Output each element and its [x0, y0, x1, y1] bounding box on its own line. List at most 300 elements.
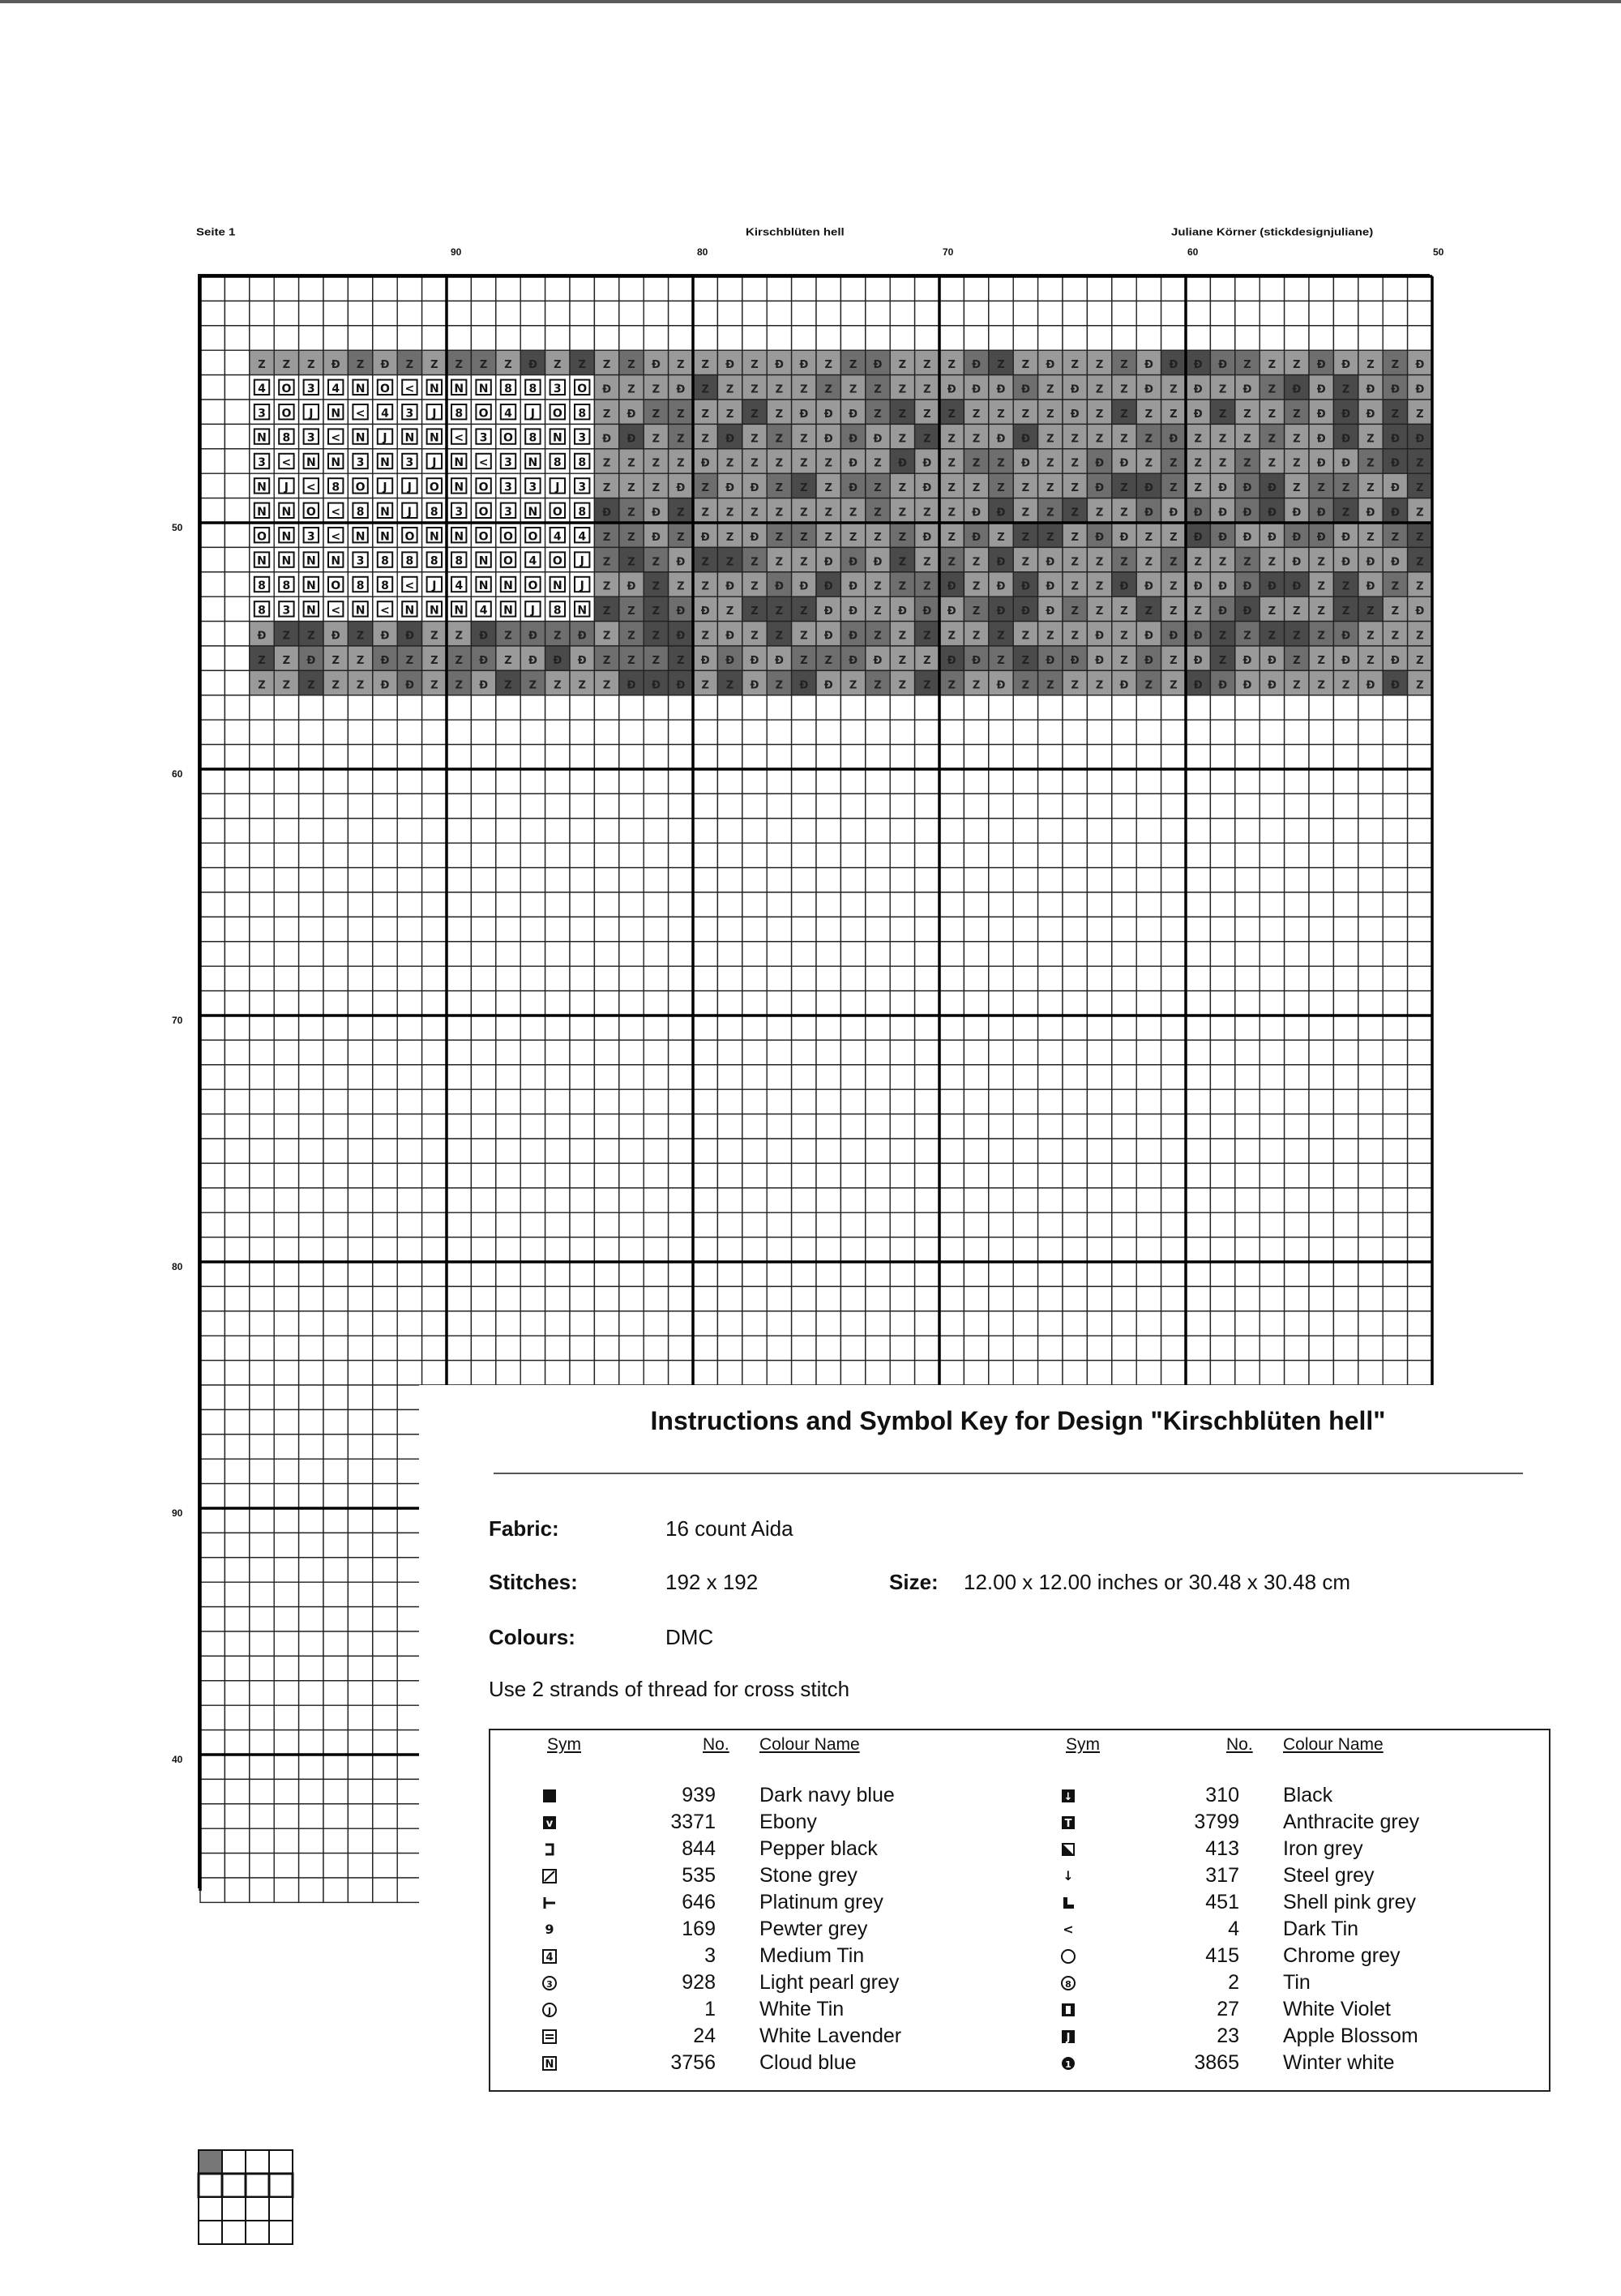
svg-text:Ð: Ð	[972, 531, 982, 544]
svg-text:Ð: Ð	[897, 605, 907, 618]
svg-text:Ð: Ð	[823, 580, 833, 593]
svg-text:Z: Z	[751, 605, 759, 618]
svg-text:Z: Z	[1367, 630, 1375, 643]
svg-text:Ð: Ð	[700, 457, 710, 470]
svg-text:Ð: Ð	[823, 433, 833, 446]
svg-text:Ð: Ð	[700, 531, 710, 544]
svg-text:Z: Z	[627, 556, 635, 569]
svg-text:Z: Z	[874, 679, 882, 692]
colour-number: 535	[682, 1864, 716, 1887]
svg-text:Z: Z	[652, 457, 661, 470]
svg-text:Z: Z	[751, 580, 759, 593]
svg-text:<: <	[1063, 1922, 1074, 1937]
svg-text:Z: Z	[898, 383, 907, 396]
svg-text:Z: Z	[652, 630, 661, 643]
svg-text:3: 3	[306, 382, 315, 395]
svg-text:Ð: Ð	[1193, 679, 1203, 692]
svg-text:Z: Z	[701, 482, 709, 495]
svg-text:Z: Z	[1144, 531, 1153, 544]
svg-text:Ð: Ð	[1341, 433, 1351, 446]
filled-j-square-icon	[1058, 2026, 1079, 2047]
svg-text:N: N	[355, 431, 366, 445]
svg-text:3: 3	[356, 456, 365, 470]
svg-text:N: N	[454, 530, 464, 544]
svg-text:Ð: Ð	[1169, 433, 1178, 446]
svg-text:Z: Z	[479, 359, 488, 372]
svg-text:8: 8	[455, 554, 464, 568]
svg-text:N: N	[257, 481, 267, 494]
svg-text:3: 3	[405, 407, 414, 421]
svg-text:Ð: Ð	[725, 433, 735, 446]
svg-text:Z: Z	[356, 359, 365, 372]
svg-text:Z: Z	[751, 383, 759, 396]
svg-text:Z: Z	[1367, 482, 1375, 495]
row-number: 40	[172, 1754, 183, 1765]
svg-text:Z: Z	[701, 507, 709, 519]
svg-text:O: O	[552, 407, 562, 421]
svg-text:Z: Z	[627, 482, 635, 495]
svg-text:Ð: Ð	[823, 605, 833, 618]
svg-text:Ð: Ð	[1316, 457, 1326, 470]
svg-text:Z: Z	[1046, 383, 1054, 396]
svg-text:Z: Z	[258, 359, 266, 372]
svg-text:Ð: Ð	[1341, 654, 1351, 667]
svg-text:Z: Z	[627, 605, 635, 618]
svg-text:Ð: Ð	[1242, 531, 1252, 544]
svg-text:Ð: Ð	[823, 408, 833, 421]
svg-text:Z: Z	[1341, 507, 1350, 519]
svg-text:J: J	[432, 579, 437, 593]
svg-text:Z: Z	[1095, 408, 1104, 421]
svg-text:Ð: Ð	[725, 580, 735, 593]
svg-text:3: 3	[306, 530, 315, 544]
svg-text:Z: Z	[1317, 679, 1325, 692]
svg-text:Z: Z	[602, 359, 611, 372]
filled-bar-square-icon	[1058, 1999, 1079, 2020]
svg-text:Z: Z	[1071, 433, 1079, 446]
svg-text:Ð: Ð	[823, 630, 833, 643]
svg-text:N: N	[454, 481, 464, 494]
svg-text:Z: Z	[652, 433, 661, 446]
svg-text:Ð: Ð	[1366, 556, 1375, 569]
svg-text:Z: Z	[1416, 531, 1424, 544]
svg-text:3: 3	[455, 505, 464, 519]
svg-text:Ð: Ð	[873, 433, 883, 446]
svg-text:Ð: Ð	[849, 630, 858, 643]
svg-text:O: O	[503, 554, 513, 568]
svg-text:Z: Z	[972, 630, 981, 643]
row-number: 70	[172, 1015, 183, 1026]
svg-text:Ð: Ð	[1046, 556, 1055, 569]
svg-text:Ð: Ð	[873, 654, 883, 667]
svg-text:N: N	[355, 530, 366, 544]
svg-text:8: 8	[528, 382, 537, 395]
svg-text:Z: Z	[1120, 383, 1128, 396]
svg-text:Z: Z	[923, 580, 931, 593]
colour-name: Steel grey	[1283, 1864, 1375, 1887]
svg-text:Z: Z	[800, 531, 808, 544]
reverse-c-icon	[539, 1839, 560, 1860]
svg-text:Z: Z	[1416, 408, 1424, 421]
svg-text:Ð: Ð	[528, 630, 537, 643]
svg-text:3: 3	[306, 431, 315, 445]
svg-text:Ð: Ð	[1046, 359, 1055, 372]
svg-text:Ð: Ð	[602, 383, 612, 396]
svg-text:Z: Z	[1367, 605, 1375, 618]
svg-text:Z: Z	[701, 359, 709, 372]
svg-text:Ð: Ð	[849, 605, 858, 618]
svg-text:Z: Z	[874, 630, 882, 643]
svg-text:Z: Z	[898, 580, 907, 593]
svg-text:Z: Z	[1391, 359, 1400, 372]
svg-text:Z: Z	[1095, 679, 1104, 692]
svg-text:Z: Z	[1021, 654, 1030, 667]
svg-text:J: J	[309, 407, 314, 421]
svg-text:Ð: Ð	[676, 630, 686, 643]
svg-text:Z: Z	[652, 408, 661, 421]
svg-text:Z: Z	[1293, 679, 1301, 692]
colour-name: Tin	[1283, 1971, 1311, 1994]
svg-text:Z: Z	[1218, 383, 1227, 396]
svg-text:Z: Z	[504, 654, 512, 667]
svg-text:3: 3	[504, 456, 512, 470]
svg-text:Z: Z	[751, 630, 759, 643]
svg-text:Ð: Ð	[1020, 457, 1030, 470]
svg-text:Z: Z	[677, 580, 685, 593]
svg-text:Z: Z	[972, 433, 981, 446]
svg-text:Ð: Ð	[774, 359, 784, 372]
svg-text:Ð: Ð	[1366, 383, 1375, 396]
svg-text:N: N	[552, 579, 562, 593]
svg-text:N: N	[552, 431, 562, 445]
svg-text:Ð: Ð	[1390, 679, 1400, 692]
colour-number: 3	[704, 1944, 716, 1967]
svg-text:Z: Z	[725, 556, 734, 569]
svg-text:Z: Z	[258, 654, 266, 667]
svg-text:N: N	[380, 456, 390, 470]
svg-text:Z: Z	[997, 482, 1005, 495]
svg-text:Z: Z	[874, 482, 882, 495]
svg-text:Ð: Ð	[996, 679, 1006, 692]
svg-text:Ð: Ð	[996, 556, 1006, 569]
colour-number: 317	[1205, 1864, 1239, 1887]
svg-text:Z: Z	[356, 679, 365, 692]
svg-text:Z: Z	[997, 531, 1005, 544]
down-arrow-square-icon	[1058, 1785, 1079, 1806]
svg-text:Ð: Ð	[1193, 630, 1203, 643]
svg-text:8: 8	[455, 407, 464, 421]
svg-text:Z: Z	[652, 482, 661, 495]
svg-text:Z: Z	[504, 630, 512, 643]
page-label: Seite 1	[196, 226, 236, 238]
svg-text:Z: Z	[1046, 531, 1054, 544]
svg-text:Z: Z	[1046, 507, 1054, 519]
svg-text:Ð: Ð	[849, 556, 858, 569]
boxed-equals-icon	[539, 2026, 560, 2047]
svg-text:Ð: Ð	[1193, 654, 1203, 667]
svg-text:Ð: Ð	[1390, 383, 1400, 396]
svg-text:Z: Z	[997, 359, 1005, 372]
title-divider	[494, 1473, 1523, 1474]
svg-text:Z: Z	[1416, 482, 1424, 495]
svg-text:Ð: Ð	[257, 630, 267, 643]
svg-text:Z: Z	[1367, 457, 1375, 470]
svg-text:Z: Z	[1391, 531, 1400, 544]
svg-text:Z: Z	[947, 433, 956, 446]
svg-text:N: N	[454, 604, 464, 618]
colour-name: Pepper black	[759, 1837, 878, 1860]
colour-name-header: Colour Name	[1283, 1735, 1384, 1754]
svg-text:3: 3	[258, 407, 266, 421]
column-number: 90	[451, 246, 462, 258]
svg-text:Z: Z	[1317, 556, 1325, 569]
colour-name: Light pearl grey	[759, 1971, 900, 1994]
svg-text:Z: Z	[1391, 605, 1400, 618]
svg-text:Z: Z	[898, 507, 907, 519]
svg-text:Ð: Ð	[528, 359, 537, 372]
svg-text:Z: Z	[1243, 433, 1251, 446]
size-label: Size:	[889, 1570, 939, 1594]
svg-text:Z: Z	[1367, 654, 1375, 667]
colour-name: Chrome grey	[1283, 1944, 1401, 1967]
colour-name-header: Colour Name	[759, 1735, 860, 1754]
svg-text:1: 1	[1065, 2059, 1071, 2070]
svg-text:Z: Z	[1218, 433, 1227, 446]
slash-square-icon	[539, 1866, 560, 1887]
column-number: 80	[697, 246, 708, 258]
svg-text:J: J	[530, 407, 536, 421]
svg-text:Z: Z	[701, 556, 709, 569]
svg-text:<: <	[454, 431, 464, 445]
svg-text:Ð: Ð	[404, 630, 414, 643]
svg-text:Z: Z	[1293, 408, 1301, 421]
svg-text:Ð: Ð	[873, 556, 883, 569]
colour-number: 24	[693, 2024, 716, 2047]
svg-text:N: N	[429, 431, 439, 445]
svg-text:Z: Z	[1120, 605, 1128, 618]
svg-text:Z: Z	[627, 383, 635, 396]
svg-text:Z: Z	[923, 654, 931, 667]
svg-text:N: N	[429, 604, 439, 618]
svg-text:Ð: Ð	[947, 580, 956, 593]
svg-text:O: O	[257, 530, 267, 544]
svg-text:8: 8	[356, 505, 365, 519]
svg-text:Z: Z	[1046, 457, 1054, 470]
svg-text:Z: Z	[1416, 679, 1424, 692]
svg-text:Ð: Ð	[1144, 482, 1153, 495]
svg-text:N: N	[454, 456, 464, 470]
svg-text:Ð: Ð	[849, 433, 858, 446]
svg-text:Z: Z	[356, 630, 365, 643]
colour-number: 3865	[1194, 2051, 1239, 2074]
svg-text:Z: Z	[430, 359, 438, 372]
svg-text:J: J	[555, 481, 560, 494]
svg-text:Z: Z	[554, 630, 562, 643]
svg-text:Z: Z	[800, 433, 808, 446]
svg-text:Ð: Ð	[799, 580, 809, 593]
svg-text:Ð: Ð	[1316, 507, 1326, 519]
svg-text:Z: Z	[824, 457, 832, 470]
colour-name: Winter white	[1283, 2051, 1395, 2074]
svg-text:4: 4	[381, 407, 389, 421]
svg-text:Z: Z	[849, 383, 858, 396]
svg-text:Ð: Ð	[1316, 359, 1326, 372]
svg-text:8: 8	[578, 505, 587, 519]
svg-text:N: N	[306, 604, 316, 618]
svg-text:N: N	[306, 456, 316, 470]
svg-text:Z: Z	[923, 383, 931, 396]
page-position-map	[198, 2149, 292, 2243]
svg-text:Ð: Ð	[380, 679, 390, 692]
svg-text:Ð: Ð	[750, 679, 759, 692]
svg-text:Ð: Ð	[1292, 580, 1302, 593]
svg-text:Z: Z	[972, 679, 981, 692]
svg-text:O: O	[577, 382, 588, 395]
filled-square-icon	[539, 1785, 560, 1806]
svg-text:Z: Z	[1293, 457, 1301, 470]
svg-text:Ð: Ð	[1144, 654, 1153, 667]
colour-number: 1	[704, 1998, 716, 2020]
svg-text:Ð: Ð	[1341, 531, 1351, 544]
svg-text:Z: Z	[824, 654, 832, 667]
svg-text:Z: Z	[1416, 630, 1424, 643]
svg-text:Ð: Ð	[651, 679, 661, 692]
svg-text:Z: Z	[800, 482, 808, 495]
svg-text:3: 3	[528, 481, 537, 494]
svg-text:Ð: Ð	[1242, 654, 1252, 667]
svg-text:N: N	[380, 505, 390, 519]
svg-text:3: 3	[282, 604, 291, 618]
svg-text:8: 8	[258, 579, 266, 593]
svg-text:Ð: Ð	[972, 383, 982, 396]
svg-text:8: 8	[331, 481, 340, 494]
svg-text:Z: Z	[554, 679, 562, 692]
colour-name: Platinum grey	[759, 1891, 883, 1913]
svg-text:Ð: Ð	[1316, 433, 1326, 446]
svg-text:Z: Z	[504, 679, 512, 692]
svg-text:Z: Z	[1095, 605, 1104, 618]
svg-text:Ð: Ð	[1020, 605, 1030, 618]
svg-text:Z: Z	[800, 630, 808, 643]
svg-text:Ð: Ð	[1242, 605, 1252, 618]
svg-text:Z: Z	[1120, 556, 1128, 569]
svg-text:Z: Z	[627, 531, 635, 544]
svg-text:Ð: Ð	[823, 556, 833, 569]
svg-text:Z: Z	[1071, 630, 1079, 643]
colour-number: 415	[1205, 1944, 1239, 1967]
svg-text:8: 8	[258, 604, 266, 618]
svg-text:Z: Z	[725, 457, 734, 470]
svg-text:J: J	[407, 481, 413, 494]
svg-text:Z: Z	[1218, 457, 1227, 470]
svg-text:Z: Z	[1341, 679, 1350, 692]
svg-text:Z: Z	[652, 605, 661, 618]
svg-text:3: 3	[479, 431, 488, 445]
svg-text:N: N	[429, 382, 439, 395]
svg-text:Z: Z	[1341, 580, 1350, 593]
svg-text:Ð: Ð	[528, 654, 537, 667]
svg-text:Z: Z	[1218, 556, 1227, 569]
svg-text:Z: Z	[701, 408, 709, 421]
svg-text:Ð: Ð	[676, 605, 686, 618]
svg-text:Z: Z	[652, 383, 661, 396]
svg-text:4: 4	[455, 579, 464, 593]
colour-name: Pewter grey	[759, 1918, 868, 1940]
svg-text:Z: Z	[1095, 580, 1104, 593]
svg-text:Ð: Ð	[1144, 359, 1153, 372]
svg-text:T: T	[1064, 1818, 1072, 1830]
svg-text:Z: Z	[602, 679, 611, 692]
svg-text:Z: Z	[677, 654, 685, 667]
svg-text:Z: Z	[652, 654, 661, 667]
svg-text:Ð: Ð	[972, 507, 982, 519]
row-number: 80	[172, 1261, 183, 1272]
svg-text:Z: Z	[1243, 630, 1251, 643]
svg-text:Z: Z	[602, 531, 611, 544]
svg-text:Ð: Ð	[1193, 580, 1203, 593]
svg-text:Z: Z	[1021, 359, 1030, 372]
svg-text:4: 4	[479, 604, 488, 618]
svg-text:O: O	[478, 407, 489, 421]
svg-text:Z: Z	[1268, 605, 1277, 618]
svg-text:Z: Z	[874, 507, 882, 519]
svg-text:Ð: Ð	[1242, 482, 1252, 495]
svg-text:Ð: Ð	[1267, 531, 1277, 544]
svg-text:J: J	[530, 604, 536, 618]
svg-text:Z: Z	[1021, 482, 1030, 495]
svg-text:N: N	[503, 604, 513, 618]
svg-text:Z: Z	[972, 556, 981, 569]
svg-text:3: 3	[546, 1979, 553, 1990]
svg-text:Z: Z	[1120, 507, 1128, 519]
svg-text:Ð: Ð	[1144, 507, 1153, 519]
circled-eight-icon	[1058, 1973, 1079, 1994]
svg-text:Z: Z	[282, 679, 291, 692]
svg-text:Ð: Ð	[1267, 507, 1277, 519]
svg-text:Ð: Ð	[1292, 383, 1302, 396]
svg-text:Ð: Ð	[1415, 433, 1425, 446]
filled-t-square-icon	[1058, 1812, 1079, 1833]
svg-text:Z: Z	[1416, 580, 1424, 593]
svg-text:Z: Z	[874, 580, 882, 593]
svg-text:Z: Z	[1095, 556, 1104, 569]
svg-text:8: 8	[528, 431, 537, 445]
symbol-key-table	[489, 1729, 1550, 2092]
svg-text:Z: Z	[1095, 507, 1104, 519]
svg-text:Ð: Ð	[651, 531, 661, 544]
svg-text:O: O	[281, 407, 292, 421]
svg-text:Z: Z	[701, 630, 709, 643]
svg-text:Z: Z	[923, 408, 931, 421]
svg-text:3: 3	[504, 481, 512, 494]
svg-text:Z: Z	[824, 383, 832, 396]
row-number: 60	[172, 768, 183, 780]
svg-text:Z: Z	[1170, 679, 1178, 692]
svg-text:Z: Z	[1144, 457, 1153, 470]
svg-text:Z: Z	[775, 482, 784, 495]
svg-text:N: N	[257, 554, 267, 568]
svg-text:Ð: Ð	[1020, 580, 1030, 593]
svg-text:Z: Z	[602, 482, 611, 495]
svg-text:Ð: Ð	[1020, 383, 1030, 396]
svg-text:Ð: Ð	[577, 630, 587, 643]
svg-text:Ð: Ð	[873, 359, 883, 372]
svg-text:Z: Z	[775, 556, 784, 569]
svg-text:Z: Z	[1170, 531, 1178, 544]
svg-text:Ð: Ð	[947, 654, 956, 667]
svg-text:Z: Z	[455, 630, 463, 643]
svg-text:Ð: Ð	[651, 507, 661, 519]
